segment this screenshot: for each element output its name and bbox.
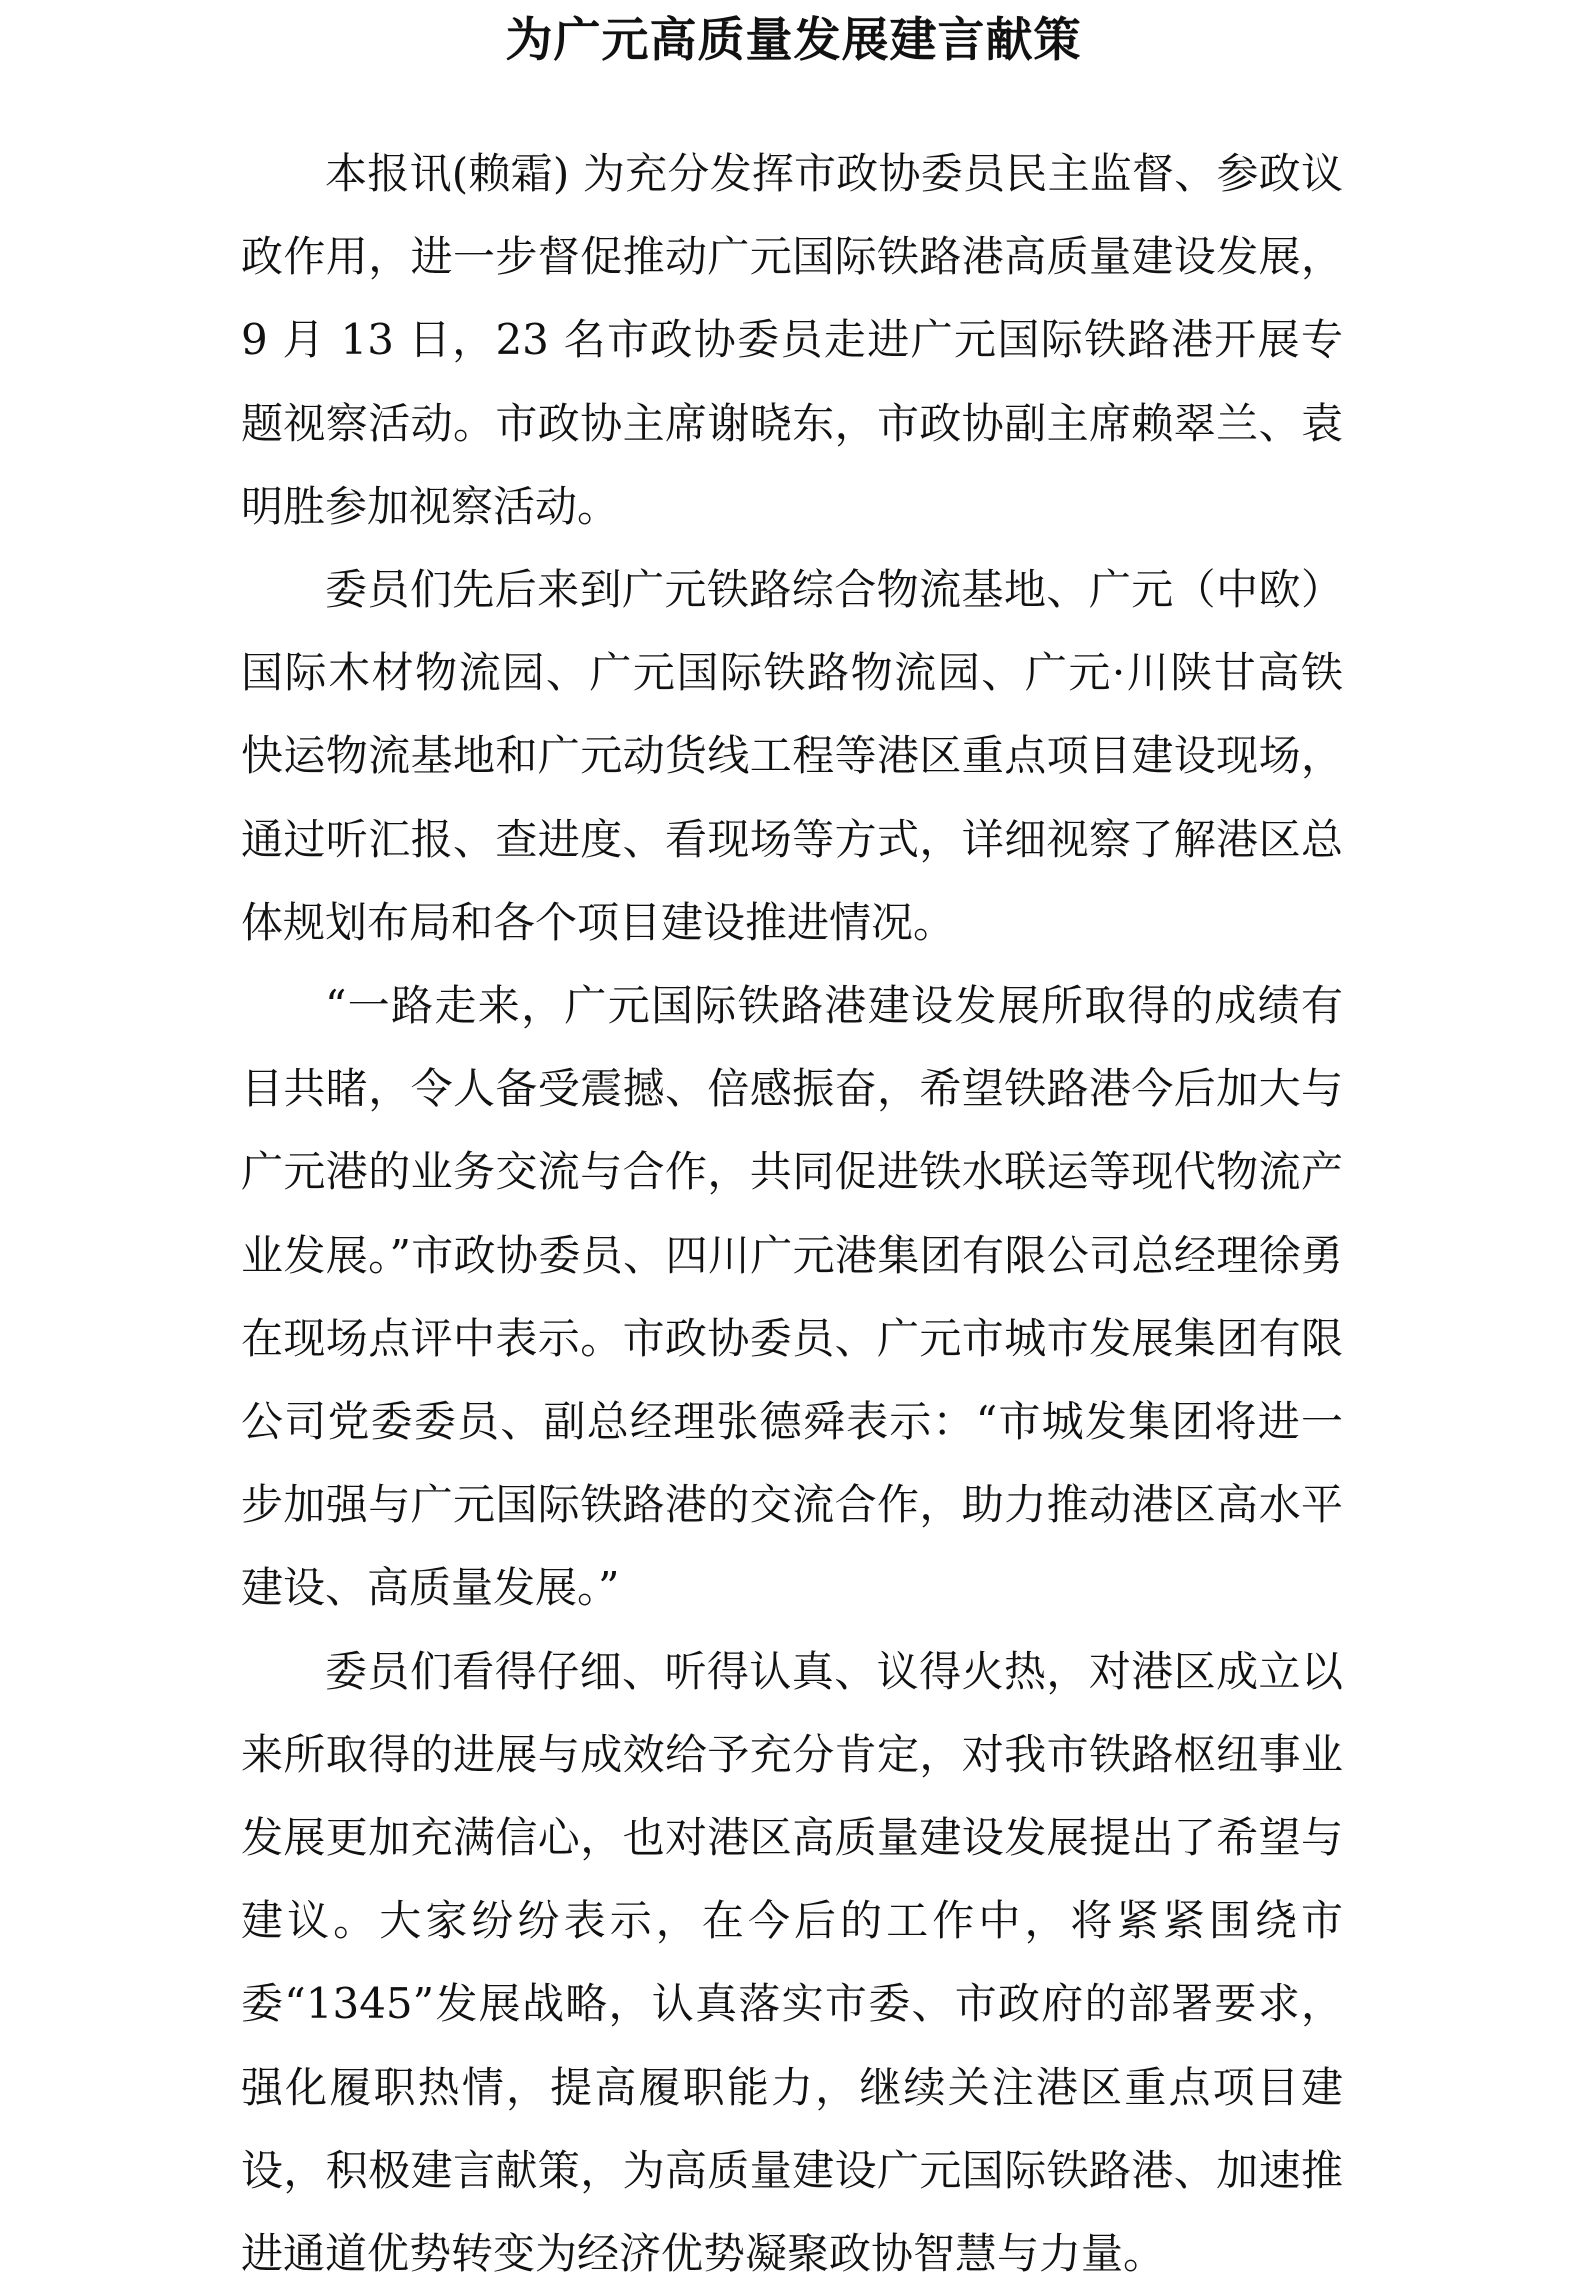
article-paragraph-4: 委员们看得仔细、听得认真、议得火热，对港区成立以来所取得的进展与成效给予充分肯定，对我市铁路枢纽事业发展更加充满信心，也对港区高质量建设发展提出了希望与建议。大家纷纷表示，在今后的工作中，将紧紧围绕市委“1345”发展战略，认真落实市委、市政府的部署要求，强化履职热情，提高履职能力，继续关注港区重点项目建设，积极建言献策，为高质量建设广元国际铁路港、加速推进通道优势转变为经济优势凝聚政协智慧与力量。 (241, 1646, 1343, 2279)
article-paragraph-2: 委员们先后来到广元铁路综合物流基地、广元（中欧）国际木材物流园、广元国际铁路物流园、广元·川陕甘高铁快运物流基地和广元动货线工程等港区重点项目建设现场，通过听汇报、查进度、看现场等方式，详细视察了解港区总体规划布局和各个项目建设推进情况。 (241, 565, 1343, 947)
article-body (241, 132, 1343, 2295)
article-paragraph-1: 本报讯(赖霜) 为充分发挥市政协委员民主监督、参政议政作用，进一步督促推动广元国际铁路港高质量建设发展，9 月 13 日，23 名市政协委员走进广元国际铁路港开展专题视察活动。市政协主席谢晓东，市政协副主席赖翠兰、袁明胜参加视察活动。 (241, 149, 1343, 531)
article-title: 为广元高质量发展建言献策 (505, 13, 1082, 68)
article-paragraph-3: “一路走来，广元国际铁路港建设发展所取得的成绩有目共睹，令人备受震撼、倍感振奋，希望铁路港今后加大与广元港的业务交流与合作，共同促进铁水联运等现代物流产业发展。”市政协委员、四川广元港集团有限公司总经理徐勇在现场点评中表示。市政协委员、广元市城市发展集团有限公司党委委员、副总经理张德舜表示：“市城发集团将进一步加强与广元国际铁路港的交流合作，助力推动港区高水平建设、高质量发展。” (241, 981, 1343, 1613)
